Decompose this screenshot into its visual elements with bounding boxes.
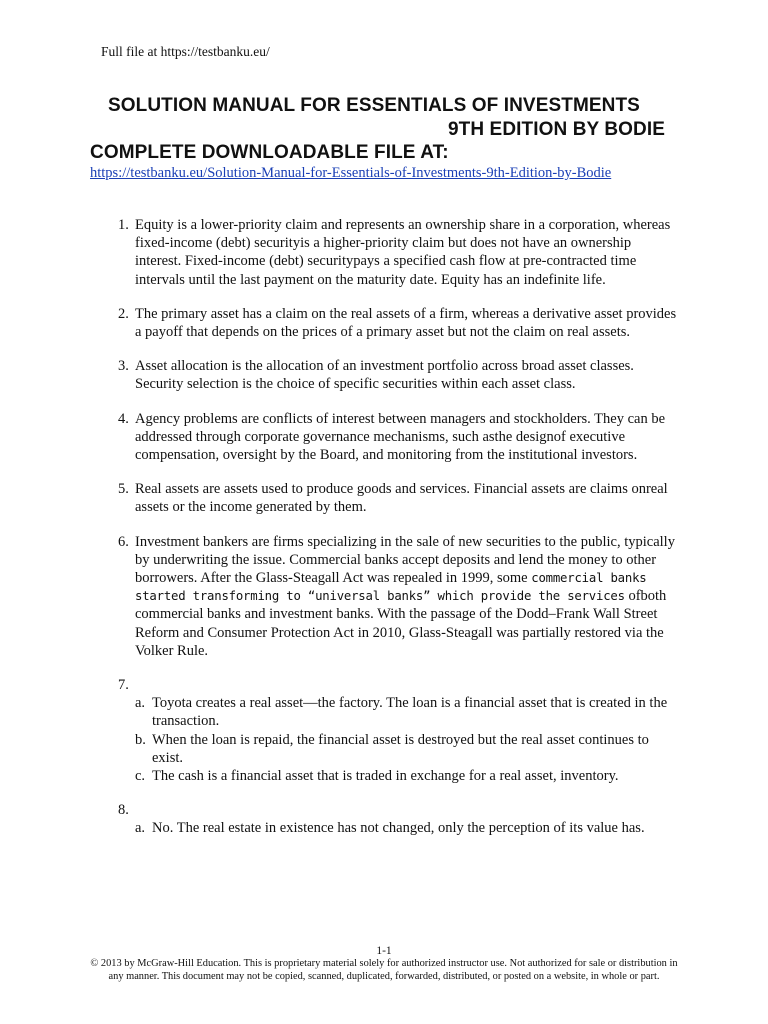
answer-item-8: [118, 801, 678, 837]
answer-text: The primary asset has a claim on the real assets of a firm, whereas a derivative asset provides a payoff that depends on the prices of a primary asset but not the claim on real assets.: [135, 305, 677, 341]
answer-text-monospace: commercial banks started transforming to “universal banks” which provide the services: [135, 571, 647, 604]
answer-item-6: [118, 533, 678, 660]
answer-text: [135, 801, 678, 819]
answer-list: [118, 216, 678, 854]
sub-answer-letter: c.: [135, 768, 146, 785]
answer-number: 5.: [118, 481, 129, 498]
title-line-2: 9TH EDITION BY BODIE: [447, 119, 665, 140]
sub-answer-item: [135, 767, 678, 785]
sub-answer-item: [135, 731, 678, 767]
sub-answer-list: [135, 694, 678, 785]
title-line-3: COMPLETE DOWNLOADABLE FILE AT:: [90, 142, 449, 163]
answer-number: 1.: [118, 217, 129, 233]
answer-item-1: [118, 216, 678, 289]
answer-text-part-1: Investment bankers are firms specializing in the sale of new securities to the public, typically by underwriting the issue. Commercial banks accept deposits and lend the money to other borrowers. After the Glass-Steagall Act was repealed in 1999, some: [135, 533, 675, 587]
answer-number: 8.: [118, 802, 129, 819]
answer-item-2: [118, 305, 678, 341]
sub-answer-text: When the loan is repaid, the financial asset is destroyed but the real asset continues to exist.: [152, 731, 649, 766]
answer-text: [135, 676, 678, 694]
sub-answer-item: [135, 819, 678, 837]
page-number: 1-1: [376, 945, 392, 957]
answer-text: Agency problems are conflicts of interest between managers and stockholders. They can be addressed through corporate governance mechanisms, such asthe designof executive compensation, oversight by the Board, and monitoring from the institutional investors.: [135, 410, 666, 464]
sub-answer-text: No. The real estate in existence has not changed, only the perception of its value has.: [152, 820, 645, 837]
download-link[interactable]: https://testbanku.eu/Solution-Manual-for-Essentials-of-Investments-9th-Edition-by-Bodie: [90, 165, 612, 181]
copyright-footer: © 2013 by McGraw-Hill Education. This is proprietary material solely for authorized instructor use. Not authorized for sale or distribution in any manner. This document may not be copied, scanned, duplicated, forwarded, distributed, or posted on a website, in whole or part.: [90, 958, 678, 982]
answer-number: 7.: [118, 677, 129, 694]
answer-number: 4.: [118, 410, 129, 427]
answer-item-3: [118, 357, 678, 393]
sub-answer-letter: a.: [135, 820, 146, 837]
answer-item-7: [118, 676, 678, 785]
answer-number: 6.: [118, 533, 129, 550]
answer-text: Real assets are assets used to produce goods and services. Financial assets are claims onreal assets or the income generated by them.: [135, 481, 668, 516]
answer-text: Asset allocation is the allocation of an investment portfolio across broad asset classes. Security selection is the choice of specific securities within each asset class.: [135, 358, 634, 393]
sub-answer-letter: a.: [135, 695, 146, 712]
sub-answer-list: [135, 819, 678, 837]
answer-text-part-2: ofboth commercial banks and investment banks. With the passage of the Dodd–Frank Wall Street Reform and Consumer Protection Act in 2010, Glass-Steagall was partially restored via the Volker Rule.: [135, 588, 667, 659]
top-note: Full file at https://testbanku.eu/: [101, 44, 270, 59]
answer-number: 3.: [118, 358, 129, 375]
answer-item-5: [118, 480, 678, 516]
title-line-1: SOLUTION MANUAL FOR ESSENTIALS OF INVESTMENTS: [108, 95, 640, 116]
sub-answer-text: The cash is a financial asset that is traded in exchange for a real asset, inventory.: [152, 768, 619, 785]
sub-answer-letter: b.: [135, 731, 146, 748]
sub-answer-text: Toyota creates a real asset—the factory. The loan is a financial asset that is created in the transaction.: [152, 695, 668, 730]
answer-number: 2.: [118, 305, 129, 322]
answer-item-4: [118, 410, 678, 465]
answer-text: [135, 533, 678, 660]
sub-answer-item: [135, 694, 678, 730]
answer-text: Equity is a lower-priority claim and represents an ownership share in a corporation, whereas fixed-income (debt) securityis a higher-priority claim but does not have an ownership interest. Fixed-income (debt) securitypays a specified cash flow at pre-contracted time intervals until the last payment on the maturity date. Equity has an indefinite life.: [135, 217, 671, 288]
